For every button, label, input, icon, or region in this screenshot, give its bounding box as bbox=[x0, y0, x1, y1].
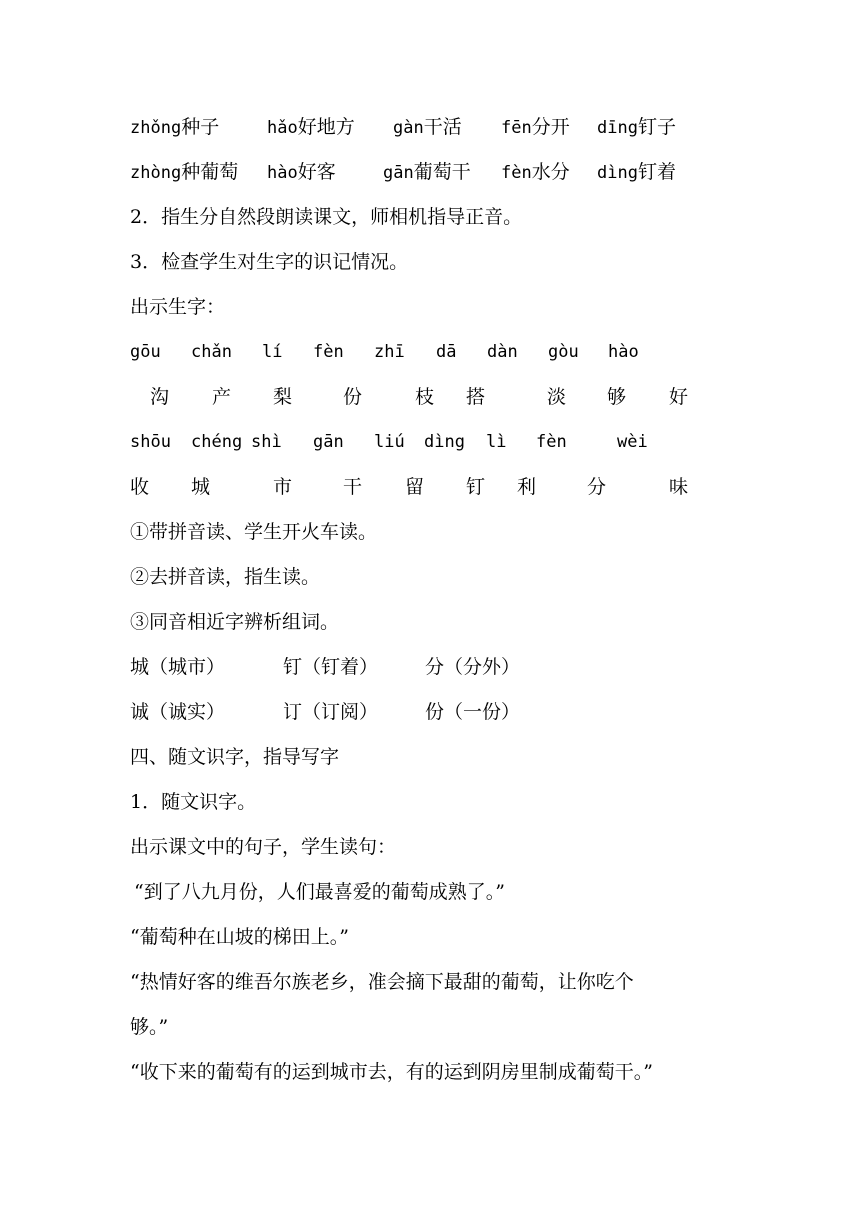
word: 葡萄干 bbox=[413, 161, 471, 183]
pinyin: shì bbox=[251, 432, 282, 452]
quote-4: “收下来的葡萄有的运到城市去，有的运到阴房里制成葡萄干。” bbox=[130, 1061, 653, 1083]
similar-word: 城（城市） bbox=[130, 656, 226, 678]
quote-3: “热情好客的维吾尔族老乡，准会摘下最甜的葡萄，让你吃个 bbox=[130, 971, 634, 993]
character: 留 bbox=[405, 476, 425, 498]
quote-3-continued: 够。” bbox=[130, 1016, 169, 1038]
character: 好 bbox=[669, 386, 689, 408]
pinyin: dā bbox=[436, 342, 457, 362]
pinyin: fèn bbox=[536, 432, 567, 452]
sub-step-2: ②去拼音读，指生读。 bbox=[130, 566, 321, 588]
pinyin: zhī bbox=[374, 342, 405, 362]
character: 城 bbox=[191, 476, 211, 498]
pinyin: lì bbox=[486, 432, 507, 452]
pinyin: gòu bbox=[548, 342, 579, 362]
pinyin: hǎo bbox=[267, 118, 298, 138]
section-4-intro: 出示课文中的句子，学生读句： bbox=[130, 836, 397, 858]
character: 钉 bbox=[466, 476, 486, 498]
character: 够 bbox=[607, 386, 627, 408]
character: 分 bbox=[587, 476, 607, 498]
show-chars-label: 出示生字： bbox=[130, 296, 226, 318]
pinyin: hào bbox=[608, 342, 639, 362]
polyphone-row-2 bbox=[130, 158, 676, 186]
similar-word: 订（订阅） bbox=[283, 701, 379, 723]
character: 份 bbox=[343, 386, 363, 408]
character: 市 bbox=[273, 476, 293, 498]
similar-word: 钉（钉着） bbox=[283, 656, 379, 678]
quote-2: “葡萄种在山坡的梯田上。” bbox=[130, 926, 349, 948]
character: 产 bbox=[212, 386, 232, 408]
pinyin: wèi bbox=[617, 432, 648, 452]
char-row-1 bbox=[130, 383, 689, 411]
section-4-heading: 四、随文识字，指导写字 bbox=[130, 746, 340, 768]
pinyin: lí bbox=[262, 342, 283, 362]
pinyin: hào bbox=[267, 163, 298, 183]
character: 收 bbox=[130, 476, 150, 498]
pinyin: gàn bbox=[393, 118, 424, 138]
pinyin: gān bbox=[383, 163, 414, 183]
step-2: 2．指生分自然段朗读课文，师相机指导正音。 bbox=[130, 206, 523, 228]
word: 水分 bbox=[531, 161, 570, 183]
char-pinyin-row-2 bbox=[130, 428, 648, 456]
similar-row-2 bbox=[130, 698, 521, 726]
quote-1: “到了八九月份，人们最喜爱的葡萄成熟了。” bbox=[134, 881, 505, 903]
similar-word: 分（分外） bbox=[425, 656, 521, 678]
pinyin: fèn bbox=[501, 163, 532, 183]
pinyin: zhǒng bbox=[130, 118, 182, 138]
character: 味 bbox=[669, 476, 689, 498]
pinyin: chǎn bbox=[191, 342, 232, 362]
pinyin: gōu bbox=[130, 342, 161, 362]
word: 分开 bbox=[531, 116, 570, 138]
character: 利 bbox=[517, 476, 537, 498]
pinyin: dìng bbox=[597, 163, 638, 183]
similar-row-1 bbox=[130, 653, 521, 681]
word: 种葡萄 bbox=[181, 161, 239, 183]
word: 干活 bbox=[423, 116, 462, 138]
char-pinyin-row-1 bbox=[130, 338, 639, 366]
pinyin: fēn bbox=[501, 118, 532, 138]
similar-word: 诚（诚实） bbox=[130, 701, 226, 723]
pinyin: dīng bbox=[597, 118, 638, 138]
step-3: 3．检查学生对生字的识记情况。 bbox=[130, 251, 409, 273]
word: 好客 bbox=[297, 161, 336, 183]
sub-step-3: ③同音相近字辨析组词。 bbox=[130, 611, 340, 633]
pinyin: gān bbox=[313, 432, 344, 452]
pinyin: fèn bbox=[313, 342, 344, 362]
word: 种子 bbox=[181, 116, 220, 138]
pinyin: dìng bbox=[424, 432, 465, 452]
character: 搭 bbox=[466, 386, 486, 408]
word: 钉着 bbox=[637, 161, 676, 183]
char-row-2 bbox=[130, 473, 689, 501]
sub-step-1: ①带拼音读、学生开火车读。 bbox=[130, 521, 378, 543]
word: 钉子 bbox=[637, 116, 676, 138]
pinyin: shōu bbox=[130, 432, 171, 452]
pinyin: dàn bbox=[487, 342, 518, 362]
character: 淡 bbox=[547, 386, 567, 408]
word: 好地方 bbox=[297, 116, 355, 138]
character: 梨 bbox=[273, 386, 293, 408]
character: 沟 bbox=[150, 386, 170, 408]
pinyin: zhòng bbox=[130, 163, 182, 183]
character: 干 bbox=[343, 476, 363, 498]
character: 枝 bbox=[415, 386, 435, 408]
similar-word: 份（一份） bbox=[425, 701, 521, 723]
polyphone-row-1 bbox=[130, 113, 676, 141]
pinyin: chéng bbox=[191, 432, 243, 452]
pinyin: liú bbox=[374, 432, 405, 452]
section-4-step-1: 1．随文识字。 bbox=[130, 791, 257, 813]
